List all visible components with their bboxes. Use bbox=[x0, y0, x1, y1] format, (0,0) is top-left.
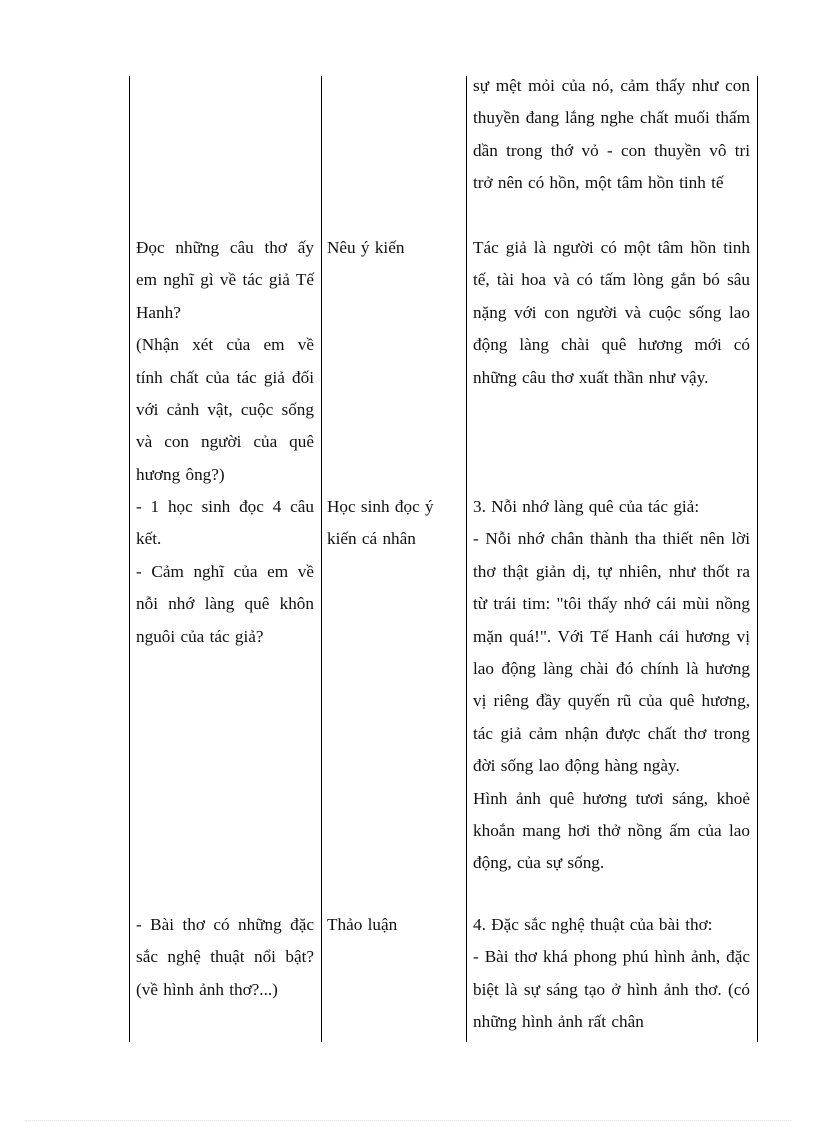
table-border-col2 bbox=[321, 76, 322, 1042]
row3-content-cell bbox=[473, 491, 750, 880]
row2-question-para2: (Nhận xét của em về tính chất của tác giả đối với cảnh vật, cuộc sống và con người của quê hương ông?) bbox=[136, 335, 314, 484]
row3-content-heading: 3. Nỗi nhớ làng quê của tác giả: bbox=[473, 497, 700, 516]
row3-question-para2: - Cảm nghĩ của em về nỗi nhớ làng quê khôn nguôi của tác giả? bbox=[136, 561, 314, 646]
table-border-left bbox=[129, 76, 130, 1042]
row4-question-cell bbox=[136, 909, 314, 1006]
row4-question-para1: - Bài thơ có những đặc sắc nghệ thuật nổi bật? (về hình ảnh thơ?...) bbox=[136, 915, 314, 999]
row4-content-heading: 4. Đặc sắc nghệ thuật của bài thơ: bbox=[473, 915, 713, 934]
row4-activity-cell bbox=[327, 909, 460, 941]
row4-content-para1: - Bài thơ khá phong phú hình ảnh, đặc biệt là sự sáng tạo ở hình ảnh thơ. (có những hình ảnh rất chân bbox=[473, 947, 750, 1032]
row2-content-cell bbox=[473, 232, 750, 394]
row3-activity-cell bbox=[327, 491, 460, 556]
row3-activity-text: Học sinh đọc ý kiến cá nhân bbox=[327, 497, 434, 549]
row4-content-cell bbox=[473, 909, 750, 1039]
row2-question-para1: Đọc những câu thơ ấy em nghĩ gì về tác giả Tế Hanh? bbox=[136, 238, 314, 322]
row3-question-para1: - 1 học sinh đọc 4 câu kết. bbox=[136, 497, 314, 549]
row2-content-para1: Tác giả là người có một tâm hồn tinh tế, tài hoa và có tấm lòng gắn bó sâu nặng với con người và cuộc sống lao động làng chài quê hương mới có những câu thơ xuất thần như vậy. bbox=[473, 238, 750, 387]
row3-content-para1: - Nỗi nhớ chân thành tha thiết nên lời thơ thật giản dị, tự nhiên, như thốt ra từ trái tim: "tôi thấy nhớ cái mùi nồng mặn quá!". Với Tế Hanh cái hương vị lao động làng chài đó chính là hương vị riêng đầy quyến rũ của quê hương, tác giả cảm nhận được chất thơ trong đời sống lao động hàng ngày. bbox=[473, 529, 750, 776]
row2-question-cell bbox=[136, 232, 314, 491]
row3-content-para2: Hình ảnh quê hương tươi sáng, khoẻ khoắn mang hơi thở nồng ấm của lao động, của sự sống. bbox=[473, 788, 750, 873]
page-bottom-rule bbox=[25, 1120, 791, 1121]
row1-content-cell bbox=[473, 70, 750, 200]
table-border-col3 bbox=[466, 76, 467, 1042]
table-border-right bbox=[757, 76, 758, 1042]
row3-question-cell bbox=[136, 491, 314, 653]
row1-content-para1: sự mệt mỏi của nó, cảm thấy như con thuyền đang lắng nghe chất muối thấm dần trong thớ vỏ - con thuyền vô tri trở nên có hồn, một tâm hồn tinh tế bbox=[473, 76, 750, 193]
row2-activity-text: Nêu ý kiến bbox=[327, 238, 405, 257]
row2-activity-cell bbox=[327, 232, 460, 264]
row4-activity-text: Thảo luận bbox=[327, 915, 398, 934]
